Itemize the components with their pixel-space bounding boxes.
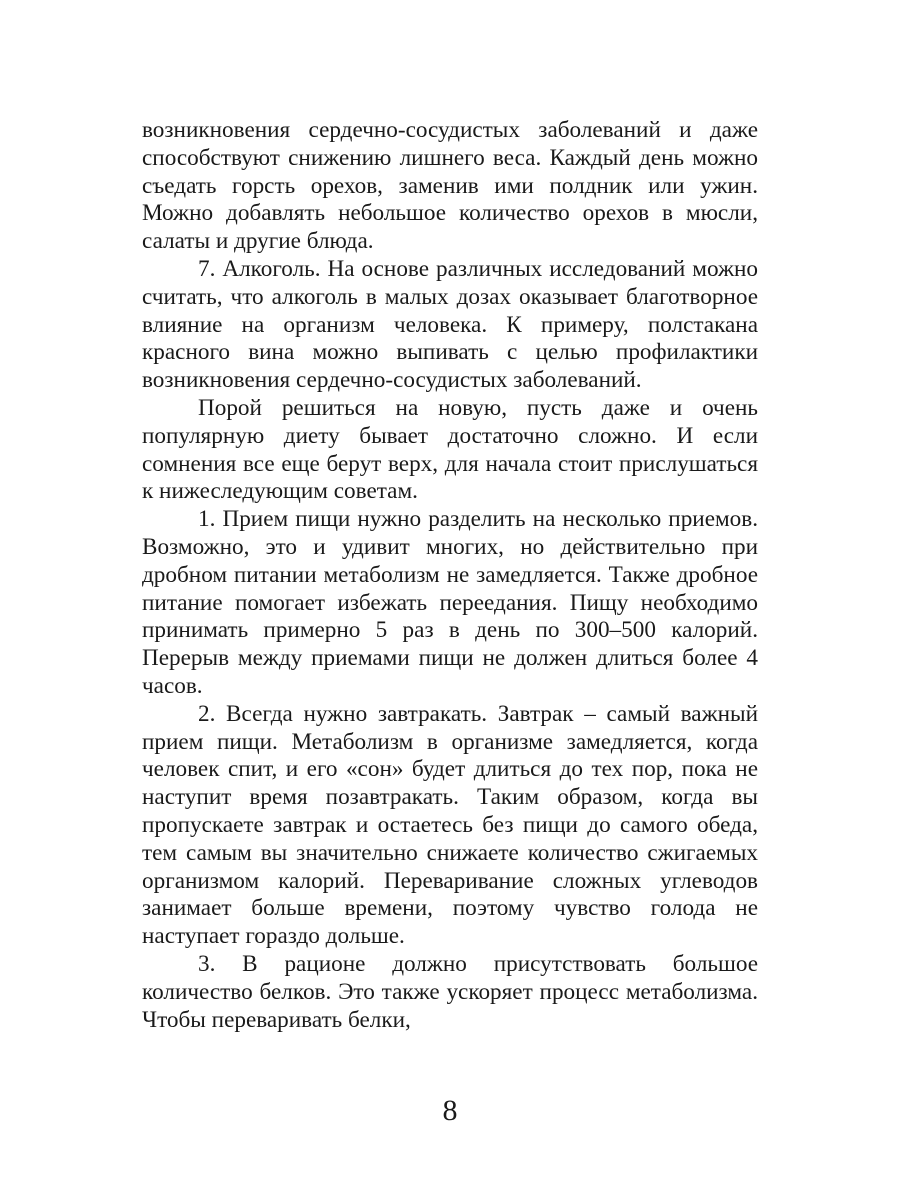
paragraph-proteins: 3. В рационе должно присутствовать большое количество белков. Это также ускоряет процесс метаболизма. Чтобы переваривать белки, [142, 950, 758, 1033]
paragraph-breakfast: 2. Всегда нужно завтракать. Завтрак – самый важный прием пищи. Метаболизм в организме замедляется, когда человек спит, и его «сон» будет длиться до тех пор, пока не наступит время позавтракать. Таким образом, когда вы пропускаете завтрак и остаетесь без пищи до самого обеда, тем самым вы значительно снижаете количество сжигаемых организмом калорий. Переваривание сложных углеводов занимает больше времени, поэтому чувство голода не наступает гораздо дольше. [142, 700, 758, 950]
page-body [142, 117, 758, 1034]
paragraph-alcohol: 7. Алкоголь. На основе различных исследований можно считать, что алкоголь в малых дозах оказывает благотворное влияние на организм человека. К примеру, полстакана красного вина можно выпивать с целью профилактики возникновения сердечно-сосудистых заболеваний. [142, 255, 758, 394]
paragraph-split-meals: 1. Прием пищи нужно разделить на несколько приемов. Возможно, это и удивит многих, но действительно при дробном питании метаболизм не замедляется. Также дробное питание помогает избежать переедания. Пищу необходимо принимать примерно 5 раз в день по 300–500 калорий. Перерыв между приемами пищи не должен длиться более 4 часов. [142, 506, 758, 699]
page-number: 8 [442, 1094, 458, 1127]
paragraph-diet-advice-intro: Порой решиться на новую, пусть даже и очень популярную диету бывает достаточно сложно. И если сомнения все еще берут верх, для начала стоит прислушаться к нижеследующим советам. [142, 394, 758, 505]
paragraph-nuts-continuation: возникновения сердечно-сосудистых заболеваний и даже способствуют снижению лишнего веса. Каждый день можно съедать горсть орехов, заменив ими полдник или ужин. Можно добавлять небольшое количество орехов в мюсли, салаты и другие блюда. [142, 117, 758, 255]
